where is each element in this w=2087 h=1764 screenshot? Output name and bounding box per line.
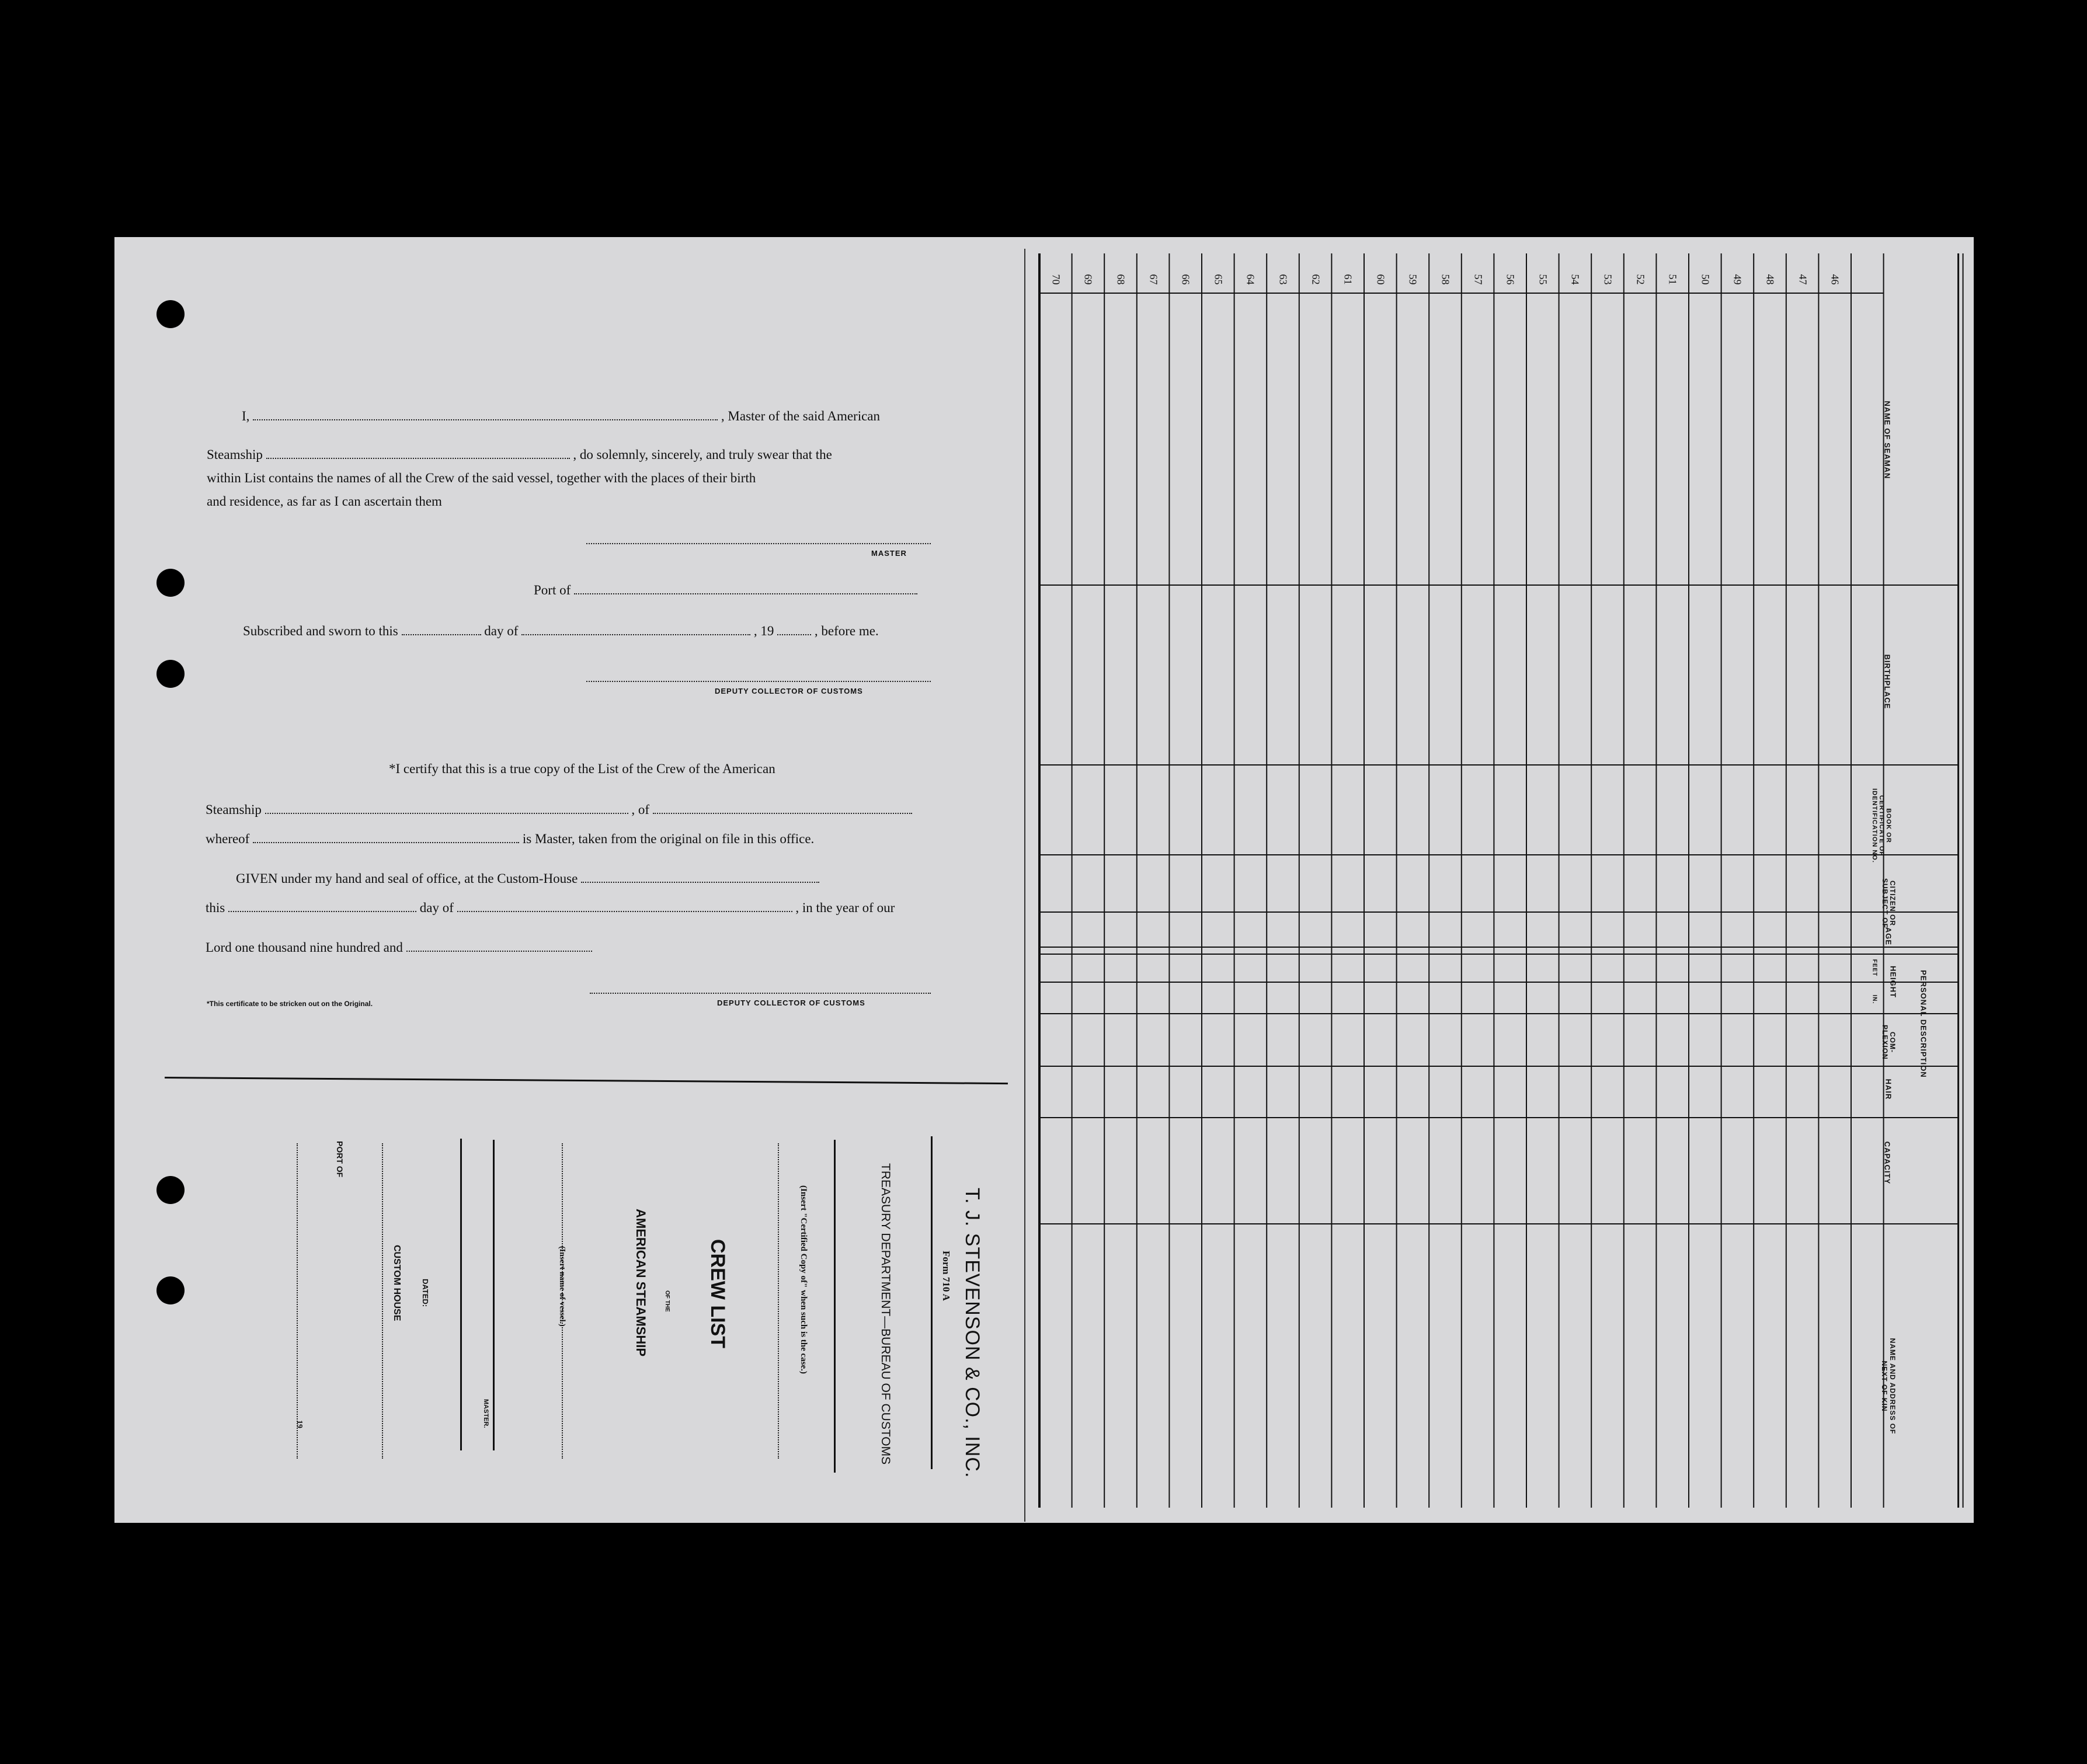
cert-steamship-label: Steamship — [206, 802, 262, 817]
oath-line-2 — [207, 446, 832, 464]
deputy-signature-line-2[interactable] — [590, 993, 931, 994]
cert-day-blank[interactable] — [228, 899, 416, 912]
row-number: 64 — [1244, 274, 1257, 285]
row-number: 67 — [1147, 274, 1160, 285]
certificate-line-2 — [206, 801, 912, 819]
master-signature-line[interactable] — [586, 543, 931, 544]
row-number: 51 — [1667, 274, 1679, 285]
certificate-line-6 — [206, 939, 592, 956]
certified-blank[interactable] — [778, 1143, 779, 1459]
header-hair: HAIR — [1884, 1078, 1893, 1100]
header-personal-description: PERSONAL DESCRIPTION — [1919, 970, 1928, 1078]
row-number: 47 — [1797, 274, 1809, 285]
vessel-name-note: (Insert name of vessel.) — [558, 1246, 566, 1327]
row-number: 49 — [1731, 274, 1744, 285]
header-complexion: COM-PLEXION — [1881, 1025, 1897, 1060]
row-number: 60 — [1375, 274, 1387, 285]
oath-line-1 — [242, 408, 880, 425]
row-number: 68 — [1115, 274, 1127, 285]
certificate-line-4 — [236, 870, 819, 888]
row-number: 58 — [1439, 274, 1452, 285]
port-blank[interactable] — [382, 1143, 383, 1459]
cert-whereof-blank[interactable] — [253, 830, 519, 843]
cert-master-text: is Master, taken from the original on file in this office. — [522, 831, 815, 846]
form-subtitle: AMERICAN STEAMSHIP — [634, 1209, 648, 1357]
cert-steamship-blank[interactable] — [265, 801, 628, 814]
table-grid — [1025, 237, 1974, 1523]
certified-copy-note: (Insert "Certified Copy of" when such is the case.) — [799, 1185, 808, 1374]
oath-swear-text: , do solemnly, sincerely, and truly swear that the — [573, 447, 832, 462]
year-blank[interactable] — [777, 622, 811, 635]
crew-table — [1025, 237, 1974, 1523]
row-number: 62 — [1310, 274, 1322, 285]
header-certificate-no: BOOK OR CERTIFICATE OF IDENTIFICATION NO. — [1871, 788, 1892, 863]
binder-hole — [156, 660, 185, 688]
header-birthplace: BIRTHPLACE — [1883, 654, 1892, 709]
year-label: , 19 — [753, 624, 774, 638]
port-of-label: Port of — [534, 583, 571, 597]
master-caption: MASTER. — [482, 1399, 489, 1428]
row-number: 53 — [1602, 274, 1614, 285]
of-the-label: OF THE — [664, 1290, 670, 1312]
row-number: 70 — [1050, 274, 1062, 285]
cert-lord-text: Lord one thousand nine hundred and — [206, 940, 403, 955]
crew-list-form — [114, 237, 1974, 1523]
back-panel-rule — [493, 1140, 495, 1450]
back-panel-rule — [834, 1140, 836, 1473]
row-number: 52 — [1634, 274, 1647, 285]
oath-steamship-label: Steamship — [207, 447, 263, 462]
cert-this-label: this — [206, 900, 225, 915]
oath-line-3: within List contains the names of all the Crew of the said vessel, together with the places of their birth — [207, 471, 756, 485]
department-title: TREASURY DEPARTMENT—BUREAU OF CUSTOMS — [879, 1163, 892, 1465]
before-me-label: , before me. — [814, 624, 879, 638]
form-number: Form 710 A — [941, 1251, 952, 1301]
row-number: 56 — [1504, 274, 1516, 285]
cert-year-blank[interactable] — [406, 939, 592, 952]
back-panel-rule — [931, 1136, 933, 1469]
oath-line-4: and residence, as far as I can ascertain them — [207, 494, 442, 509]
deputy-collector-label-1: DEPUTY COLLECTOR OF CUSTOMS — [715, 687, 863, 695]
month-blank[interactable] — [521, 622, 750, 635]
header-height: HEIGHT — [1888, 965, 1898, 998]
date-blank[interactable] — [297, 1143, 298, 1459]
port-of-caption: PORT OF — [335, 1141, 345, 1178]
header-next-of-kin: NAME AND ADDRESS OF NEXT OF KIN — [1880, 1338, 1897, 1435]
cert-of-label: , of — [631, 802, 650, 817]
day-of-label: day of — [484, 624, 519, 638]
row-number: 59 — [1407, 274, 1419, 285]
back-panel-rule — [460, 1139, 462, 1450]
fold-divider — [165, 1077, 1008, 1084]
certificate-footnote: *This certificate to be stricken out on the Original. — [207, 1000, 373, 1008]
subscribed-label: Subscribed and sworn to this — [243, 624, 398, 638]
deputy-signature-line-1[interactable] — [586, 681, 931, 682]
cert-whereof-label: whereof — [206, 831, 250, 846]
oath-page — [114, 237, 1025, 1523]
subscribed-line — [243, 622, 879, 640]
certificate-line-3 — [206, 830, 814, 848]
header-name-of-seaman: NAME OF SEAMAN — [1883, 401, 1892, 479]
year-caption: 19 — [295, 1420, 304, 1428]
cert-of-blank[interactable] — [653, 801, 912, 814]
binder-hole — [156, 569, 185, 597]
publisher-name: T. J. STEVENSON & CO., INC. — [961, 1188, 983, 1478]
certificate-line-1: *I certify that this is a true copy of the List of the Crew of the American — [389, 761, 775, 776]
binder-hole — [156, 300, 185, 328]
header-age: AGE — [1884, 927, 1893, 946]
port-of-blank[interactable] — [574, 582, 917, 594]
row-number: 69 — [1082, 274, 1094, 285]
master-name-blank[interactable] — [253, 408, 718, 420]
custom-house-blank[interactable] — [581, 870, 819, 883]
master-label: MASTER — [871, 549, 907, 558]
row-number: 61 — [1342, 274, 1354, 285]
custom-house-label: CUSTOM HOUSE — [392, 1245, 402, 1321]
cert-day-of-label: day of — [419, 900, 454, 915]
binder-hole — [156, 1276, 185, 1304]
row-number: 55 — [1537, 274, 1549, 285]
dated-label: DATED: — [421, 1279, 430, 1307]
header-capacity: CAPACITY — [1883, 1141, 1892, 1185]
cert-given-text: GIVEN under my hand and seal of office, at the Custom-House — [236, 871, 578, 886]
header-inches: IN. — [1871, 994, 1878, 1004]
row-number: 54 — [1569, 274, 1581, 285]
row-number: 63 — [1277, 274, 1289, 285]
cert-month-blank[interactable] — [457, 899, 792, 912]
deputy-collector-label-2: DEPUTY COLLECTOR OF CUSTOMS — [717, 998, 865, 1007]
certificate-line-5 — [206, 899, 895, 917]
oath-master-text: , Master of the said American — [721, 409, 881, 423]
steamship-name-blank[interactable] — [266, 446, 570, 459]
row-number: 46 — [1829, 274, 1841, 285]
row-number: 66 — [1180, 274, 1192, 285]
day-blank[interactable] — [402, 622, 481, 635]
cert-year-text: , in the year of our — [795, 900, 895, 915]
header-citizen: CITIZEN OR SUBJECT OF — [1881, 878, 1897, 928]
row-number: 48 — [1764, 274, 1776, 285]
form-title: CREW LIST — [707, 1239, 729, 1348]
port-of-line — [534, 582, 917, 599]
row-number: 65 — [1212, 274, 1225, 285]
binder-hole — [156, 1176, 185, 1204]
oath-i: I, — [242, 409, 250, 423]
row-number: 50 — [1699, 274, 1712, 285]
header-feet: FEET — [1871, 959, 1878, 977]
row-number: 57 — [1472, 274, 1484, 285]
